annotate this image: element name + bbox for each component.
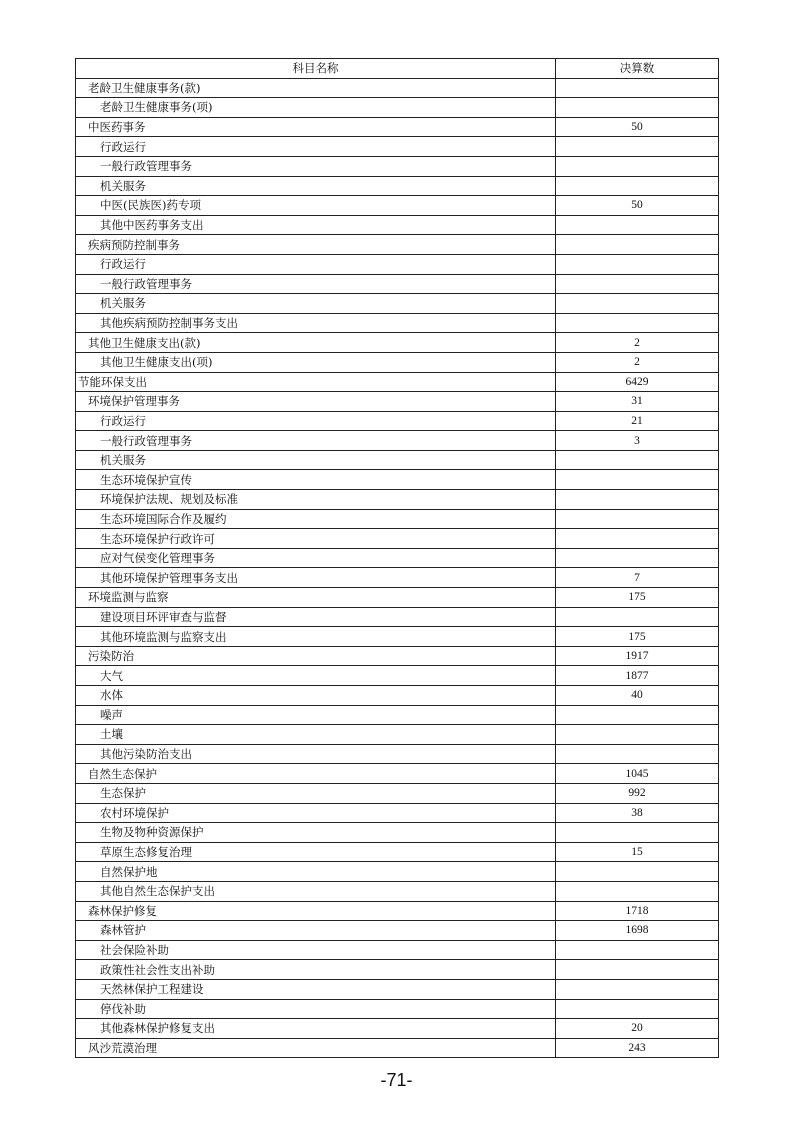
row-subject-name: 行政运行 bbox=[76, 254, 556, 274]
row-subject-name: 生态环境国际合作及履约 bbox=[76, 509, 556, 529]
row-final-amount: 1917 bbox=[556, 646, 719, 666]
row-final-amount: 243 bbox=[556, 1038, 719, 1058]
row-final-amount bbox=[556, 999, 719, 1019]
row-final-amount bbox=[556, 490, 719, 510]
row-final-amount bbox=[556, 725, 719, 745]
row-final-amount bbox=[556, 274, 719, 294]
table-row bbox=[76, 803, 719, 823]
row-final-amount bbox=[556, 450, 719, 470]
row-final-amount: 50 bbox=[556, 196, 719, 216]
row-subject-name: 机关服务 bbox=[76, 176, 556, 196]
header-subject-name: 科目名称 bbox=[76, 59, 556, 79]
row-final-amount: 1698 bbox=[556, 921, 719, 941]
row-final-amount bbox=[556, 529, 719, 549]
row-final-amount: 1045 bbox=[556, 764, 719, 784]
row-subject-name: 风沙荒漠治理 bbox=[76, 1038, 556, 1058]
row-subject-name: 其他污染防治支出 bbox=[76, 744, 556, 764]
row-final-amount bbox=[556, 78, 719, 98]
row-subject-name: 其他环境保护管理事务支出 bbox=[76, 568, 556, 588]
row-subject-name: 建设项目环评审查与监督 bbox=[76, 607, 556, 627]
row-final-amount bbox=[556, 862, 719, 882]
table-row bbox=[76, 313, 719, 333]
table-row bbox=[76, 842, 719, 862]
row-subject-name: 生态环境保护行政许可 bbox=[76, 529, 556, 549]
row-subject-name: 其他森林保护修复支出 bbox=[76, 1019, 556, 1039]
table-row bbox=[76, 744, 719, 764]
table-row bbox=[76, 392, 719, 412]
row-final-amount bbox=[556, 607, 719, 627]
table-row bbox=[76, 979, 719, 999]
table-row bbox=[76, 607, 719, 627]
row-subject-name: 其他环境监测与监察支出 bbox=[76, 627, 556, 647]
row-final-amount: 50 bbox=[556, 117, 719, 137]
row-final-amount bbox=[556, 235, 719, 255]
table-header-row bbox=[76, 59, 719, 79]
row-final-amount bbox=[556, 176, 719, 196]
table-row bbox=[76, 98, 719, 118]
row-subject-name: 停伐补助 bbox=[76, 999, 556, 1019]
row-subject-name: 环境保护管理事务 bbox=[76, 392, 556, 412]
row-subject-name: 森林保护修复 bbox=[76, 901, 556, 921]
table-row bbox=[76, 431, 719, 451]
table-row bbox=[76, 372, 719, 392]
table-row bbox=[76, 568, 719, 588]
table-row bbox=[76, 274, 719, 294]
row-final-amount bbox=[556, 470, 719, 490]
row-subject-name: 机关服务 bbox=[76, 294, 556, 314]
table-row bbox=[76, 881, 719, 901]
table-row bbox=[76, 764, 719, 784]
table-row bbox=[76, 588, 719, 608]
row-subject-name: 一般行政管理事务 bbox=[76, 156, 556, 176]
row-final-amount: 2 bbox=[556, 352, 719, 372]
row-final-amount: 38 bbox=[556, 803, 719, 823]
table-row bbox=[76, 529, 719, 549]
row-final-amount: 992 bbox=[556, 783, 719, 803]
header-final-amount: 决算数 bbox=[556, 59, 719, 79]
row-final-amount bbox=[556, 548, 719, 568]
table-row bbox=[76, 254, 719, 274]
row-final-amount: 2 bbox=[556, 333, 719, 353]
table-row bbox=[76, 999, 719, 1019]
row-final-amount bbox=[556, 254, 719, 274]
table-row bbox=[76, 725, 719, 745]
row-subject-name: 中医(民族医)药专项 bbox=[76, 196, 556, 216]
row-final-amount: 40 bbox=[556, 686, 719, 706]
row-subject-name: 草原生态修复治理 bbox=[76, 842, 556, 862]
row-subject-name: 机关服务 bbox=[76, 450, 556, 470]
row-final-amount bbox=[556, 881, 719, 901]
row-final-amount: 1877 bbox=[556, 666, 719, 686]
row-final-amount bbox=[556, 215, 719, 235]
row-subject-name: 水体 bbox=[76, 686, 556, 706]
row-subject-name: 老龄卫生健康事务(款) bbox=[76, 78, 556, 98]
row-subject-name: 自然生态保护 bbox=[76, 764, 556, 784]
row-final-amount: 6429 bbox=[556, 372, 719, 392]
row-subject-name: 其他疾病预防控制事务支出 bbox=[76, 313, 556, 333]
table-row bbox=[76, 1038, 719, 1058]
row-final-amount bbox=[556, 705, 719, 725]
row-subject-name: 大气 bbox=[76, 666, 556, 686]
row-subject-name: 一般行政管理事务 bbox=[76, 431, 556, 451]
table-row bbox=[76, 509, 719, 529]
table-row bbox=[76, 627, 719, 647]
table-row bbox=[76, 823, 719, 843]
row-final-amount: 175 bbox=[556, 588, 719, 608]
row-final-amount bbox=[556, 940, 719, 960]
row-subject-name: 生态环境保护宣传 bbox=[76, 470, 556, 490]
table-row bbox=[76, 686, 719, 706]
row-subject-name: 土壤 bbox=[76, 725, 556, 745]
row-subject-name: 生态保护 bbox=[76, 783, 556, 803]
row-final-amount bbox=[556, 98, 719, 118]
row-subject-name: 中医药事务 bbox=[76, 117, 556, 137]
row-subject-name: 社会保险补助 bbox=[76, 940, 556, 960]
table-row bbox=[76, 921, 719, 941]
row-subject-name: 其他卫生健康支出(款) bbox=[76, 333, 556, 353]
table-row bbox=[76, 862, 719, 882]
row-subject-name: 行政运行 bbox=[76, 411, 556, 431]
row-final-amount bbox=[556, 137, 719, 157]
table-row bbox=[76, 490, 719, 510]
table-row bbox=[76, 156, 719, 176]
row-final-amount: 31 bbox=[556, 392, 719, 412]
row-subject-name: 环境保护法规、规划及标准 bbox=[76, 490, 556, 510]
row-subject-name: 自然保护地 bbox=[76, 862, 556, 882]
row-subject-name: 环境监测与监察 bbox=[76, 588, 556, 608]
row-final-amount bbox=[556, 979, 719, 999]
table-row bbox=[76, 646, 719, 666]
row-final-amount: 20 bbox=[556, 1019, 719, 1039]
row-final-amount: 175 bbox=[556, 627, 719, 647]
row-subject-name: 应对气侯变化管理事务 bbox=[76, 548, 556, 568]
table-row bbox=[76, 470, 719, 490]
row-subject-name: 老龄卫生健康事务(项) bbox=[76, 98, 556, 118]
table-row bbox=[76, 137, 719, 157]
row-subject-name: 其他自然生态保护支出 bbox=[76, 881, 556, 901]
row-subject-name: 农村环境保护 bbox=[76, 803, 556, 823]
row-subject-name: 噪声 bbox=[76, 705, 556, 725]
table-row bbox=[76, 196, 719, 216]
table-body bbox=[76, 78, 719, 1058]
row-final-amount bbox=[556, 313, 719, 333]
table-row bbox=[76, 117, 719, 137]
row-subject-name: 其他中医药事务支出 bbox=[76, 215, 556, 235]
row-subject-name: 行政运行 bbox=[76, 137, 556, 157]
row-final-amount bbox=[556, 294, 719, 314]
table-row bbox=[76, 215, 719, 235]
table-row bbox=[76, 78, 719, 98]
row-subject-name: 森林管护 bbox=[76, 921, 556, 941]
row-subject-name: 污染防治 bbox=[76, 646, 556, 666]
row-subject-name: 疾病预防控制事务 bbox=[76, 235, 556, 255]
row-subject-name: 天然林保护工程建设 bbox=[76, 979, 556, 999]
row-subject-name: 节能环保支出 bbox=[76, 372, 556, 392]
row-final-amount: 15 bbox=[556, 842, 719, 862]
table-row bbox=[76, 294, 719, 314]
table-row bbox=[76, 333, 719, 353]
table-row bbox=[76, 901, 719, 921]
table-row bbox=[76, 235, 719, 255]
table-row bbox=[76, 411, 719, 431]
row-final-amount bbox=[556, 823, 719, 843]
row-final-amount bbox=[556, 509, 719, 529]
row-subject-name: 一般行政管理事务 bbox=[76, 274, 556, 294]
row-final-amount bbox=[556, 960, 719, 980]
row-subject-name: 政策性社会性支出补助 bbox=[76, 960, 556, 980]
budget-table bbox=[75, 58, 719, 1058]
row-final-amount: 21 bbox=[556, 411, 719, 431]
row-final-amount bbox=[556, 744, 719, 764]
table-row bbox=[76, 548, 719, 568]
table-row bbox=[76, 176, 719, 196]
table-row bbox=[76, 450, 719, 470]
table-row bbox=[76, 940, 719, 960]
row-final-amount: 1718 bbox=[556, 901, 719, 921]
row-final-amount bbox=[556, 156, 719, 176]
table-row bbox=[76, 960, 719, 980]
row-final-amount: 3 bbox=[556, 431, 719, 451]
table-row bbox=[76, 783, 719, 803]
page-number: -71- bbox=[380, 1070, 413, 1090]
row-subject-name: 生物及物种资源保护 bbox=[76, 823, 556, 843]
row-subject-name: 其他卫生健康支出(项) bbox=[76, 352, 556, 372]
table-row bbox=[76, 352, 719, 372]
table-row bbox=[76, 1019, 719, 1039]
row-final-amount: 7 bbox=[556, 568, 719, 588]
table-row bbox=[76, 666, 719, 686]
table-row bbox=[76, 705, 719, 725]
